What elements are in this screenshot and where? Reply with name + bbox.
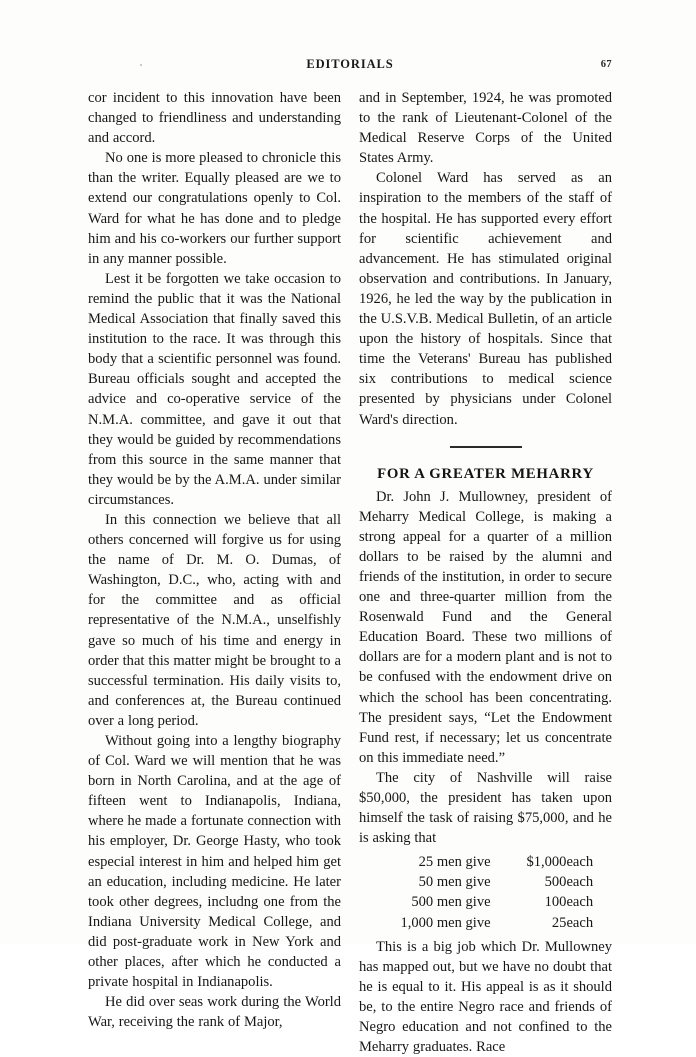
body-columns (88, 88, 612, 1056)
table-row (359, 892, 612, 912)
pledge-count: 500 men give (411, 894, 491, 911)
paragraph: Dr. John J. Mullowney, president of Meharry Medical College, is making a strong appeal for a quarter of a million dollars to be raised by the alumni and friends of the institution, in order to secure one and three-quarter million from the Rosenwald Fund and the General Education Board. These two millions of dollars are for a modern plant and is not to be confused with the endowment drive on which the school has been concentrating. The president says, “Let the Endowment Fund rest, if necessary; let us concentrate on this immediate need.” (359, 488, 612, 766)
right-column (359, 88, 612, 1056)
pledge-count: 25 men give (418, 854, 491, 871)
paragraph: Without going into a lengthy biography of Col. Ward we will mention that he was born in North Carolina, and at the age of fifteen went to Indianapolis, Indiana, where he made a fortunate connection with his employer, Dr. George Hasty, who took especial interest in him and helped him get an education, including medicine. He later took other degrees, includng one from the Indiana University Medical College, and did post-graduate work in New York and other places, after which he conducted a private hospital in Indianapolis. (88, 733, 341, 991)
paragraph: and in September, 1924, he was promoted to the rank of Lieutenant-Colonel of the Medical Reserve Corps of the United States Army. (359, 90, 612, 167)
section-divider (359, 430, 612, 463)
paragraph: In this connection we believe that all others concerned will forgive us for using the name of Dr. M. O. Dumas, of Washington, D.C., who, acting with and for the committee and as official representative of the N.M.A., unselfishly gave so much of his time and energy in order that this matter might be brought to a successful termination. His daily visits to, and conferences at, the Bureau continued over a long period. (88, 511, 341, 729)
table-row (359, 852, 612, 872)
table-row (359, 913, 612, 933)
pledge-each: each (566, 894, 594, 911)
paragraph: Lest it be forgotten we take occasion to remind the public that it was the National Medical Association that finally saved this institution to the race. It was through this body that a scientific personnel was found. Bureau officials sought and accepted the advice and co-operative service of the N.M.A. committee, and gave it out that they would be guided by recommendations from this source in the same manner that they would be by the A.M.A. under similar circumstances. (88, 270, 341, 508)
pledge-amount: 100 (544, 894, 567, 911)
paragraph: No one is more pleased to chronicle this than the writer. Equally pleased are we to extend our congratulations openly to Col. Ward for what he has done and to pledge him and his co-workers our further support in any manner possible. (88, 150, 341, 267)
pledge-each: each (566, 854, 594, 871)
paragraph: Colonel Ward has served as an inspiration to the members of the staff of the hospital. He has supported every effort for scientific achievement and advancement. He has stimulated original observation and contributions. In January, 1926, he led the way by the publication in the U.S.V.B. Medical Bulletin, of an article upon the history of hospitals. Since that time the Veterans' Bureau has published six contributions to medical science presented by physicians under Colonel Ward's direction. (359, 170, 612, 428)
paragraph: cor incident to this innovation have been changed to friendliness and understanding and accord. (88, 90, 341, 147)
running-head-title: EDITORIALS (306, 57, 394, 71)
left-column (88, 88, 341, 1031)
paragraph: He did over seas work during the World War, receiving the rank of Major, (88, 994, 341, 1031)
pledge-count: 50 men give (418, 874, 491, 891)
running-head (88, 57, 612, 75)
pledge-amount: $1,000 (526, 854, 567, 871)
pledge-each: each (566, 914, 594, 931)
horizontal-rule (450, 446, 522, 448)
page-number: 67 (600, 59, 612, 70)
paragraph: This is a big job which Dr. Mullowney has mapped out, but we have no doubt that he is equal to it. His appeal is as it should be, to the entire Negro race and friends of Negro education and not confined to the Meharry graduates. Race (359, 938, 612, 1056)
pledge-table-body (359, 852, 612, 932)
pledge-each: each (566, 874, 594, 891)
table-row (359, 872, 612, 892)
pledge-table (359, 852, 612, 932)
pledge-amount: 500 (544, 874, 567, 891)
pledge-count: 1,000 men give (400, 914, 491, 931)
section-heading: FOR A GREATER MEHARRY (377, 465, 594, 482)
pledge-amount: 25 (551, 914, 567, 931)
paragraph: The city of Nashville will raise $50,000, the president has taken upon himself the task of raising $75,000, and he is asking that (359, 769, 612, 847)
